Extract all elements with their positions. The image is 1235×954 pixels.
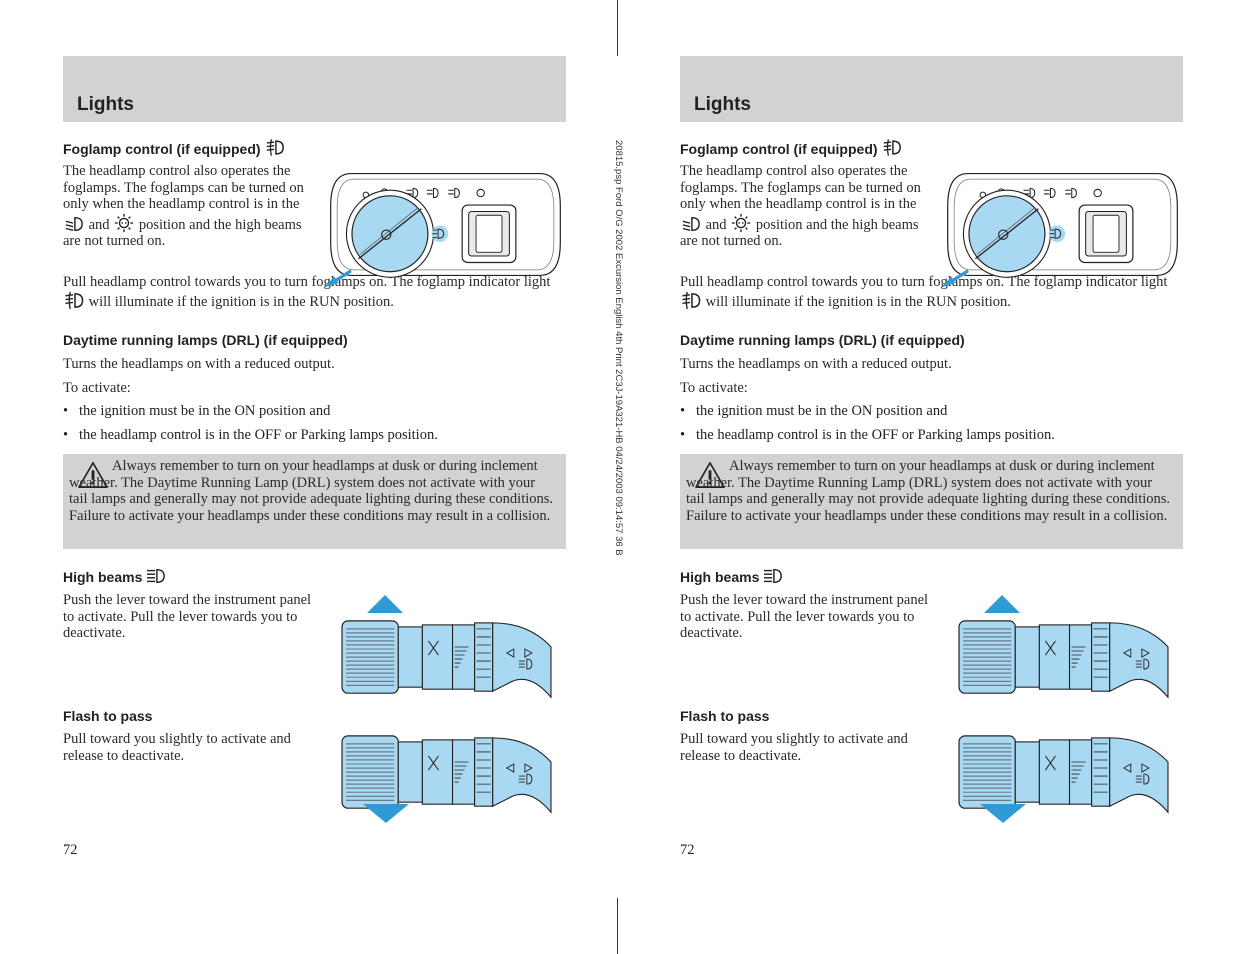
flash-text: Pull toward you slightly to activate and release to deactivate.	[680, 731, 908, 764]
crop-mark-bottom	[617, 898, 618, 954]
crop-mark-top	[617, 0, 618, 56]
foglamp-indicator-icon	[680, 291, 702, 310]
flash-heading: Flash to pass	[63, 708, 153, 724]
headlamp-on-icon	[113, 213, 135, 233]
high-beams-text: Push the lever toward the instrument panel to activate. Pull the lever towards you to deactivate.	[680, 592, 929, 641]
warning-text: Always remember to turn on your headlamps at dusk or during inclement weather. The Daytime Running Lamp (DRL) system does not activate with your tail lamps and generally may not provide adequate lighting during these conditions. Failure to activate your headlamps under these conditions may result in a collision.	[686, 458, 1171, 524]
foglamp-paragraph-2: Pull headlamp control towards you to turn foglamps on. The foglamp indicator light will illuminate if the ignition is in the RUN position.	[680, 274, 1168, 310]
foglamp-paragraph-1: The headlamp control also operates the foglamps. The foglamps can be turned on only when the headlamp control is in the and position and the high beams are not turned on.	[63, 163, 304, 249]
headlamp-switch-illustration	[325, 162, 566, 287]
high-beams-heading: High beams	[63, 567, 166, 585]
high-beams-heading: High beams	[680, 567, 783, 585]
drl-paragraph-1: Turns the headlamps on with a reduced output.	[680, 356, 952, 372]
warning-box	[680, 454, 1183, 549]
foglamp-paragraph-2: Pull headlamp control towards you to turn foglamps on. The foglamp indicator light will illuminate if the ignition is in the RUN position.	[63, 274, 551, 310]
headlamp-switch-illustration	[942, 162, 1183, 287]
drl-heading: Daytime running lamps (DRL) (if equipped)	[63, 332, 348, 348]
flash-heading: Flash to pass	[680, 708, 770, 724]
section-title: Lights	[77, 94, 134, 115]
drl-bullet-1: • the ignition must be in the ON position and	[63, 403, 331, 419]
low-beam-icon	[680, 215, 702, 233]
high-beams-text: Push the lever toward the instrument panel to activate. Pull the lever towards you to deactivate.	[63, 592, 312, 641]
push-arrow-icon	[982, 594, 1022, 614]
foglamp-indicator-icon	[63, 291, 85, 310]
page-number: 72	[680, 842, 695, 858]
page-number: 72	[63, 842, 78, 858]
drl-heading: Daytime running lamps (DRL) (if equipped)	[680, 332, 965, 348]
drl-paragraph-2: To activate:	[680, 380, 748, 396]
low-beam-icon	[63, 215, 85, 233]
foglamp-icon	[882, 138, 902, 157]
print-slug	[596, 140, 636, 610]
headlamp-on-icon	[730, 213, 752, 233]
warning-box	[63, 454, 566, 549]
drl-paragraph-2: To activate:	[63, 380, 131, 396]
high-beam-icon	[763, 567, 783, 585]
drl-bullet-2: • the headlamp control is in the OFF or Parking lamps position.	[680, 427, 1055, 443]
drl-paragraph-1: Turns the headlamps on with a reduced output.	[63, 356, 335, 372]
drl-bullet-1: • the ignition must be in the ON position and	[680, 403, 948, 419]
page-left	[63, 56, 566, 866]
section-header	[680, 56, 1183, 122]
drl-bullet-2: • the headlamp control is in the OFF or Parking lamps position.	[63, 427, 438, 443]
pull-arrow-icon	[978, 802, 1028, 824]
pull-arrow-icon	[361, 802, 411, 824]
high-beam-icon	[146, 567, 166, 585]
foglamp-heading: Foglamp control (if equipped)	[63, 138, 285, 157]
flash-text: Pull toward you slightly to activate and release to deactivate.	[63, 731, 291, 764]
foglamp-paragraph-1: The headlamp control also operates the foglamps. The foglamps can be turned on only when the headlamp control is in the and position and the high beams are not turned on.	[680, 163, 921, 249]
push-arrow-icon	[365, 594, 405, 614]
page-right	[680, 56, 1183, 866]
foglamp-icon	[265, 138, 285, 157]
warning-text: Always remember to turn on your headlamps at dusk or during inclement weather. The Daytime Running Lamp (DRL) system does not activate with your tail lamps and generally may not provide adequate lighting during these conditions. Failure to activate your headlamps under these conditions may result in a collision.	[69, 458, 554, 524]
section-title: Lights	[694, 94, 751, 115]
foglamp-heading: Foglamp control (if equipped)	[680, 138, 902, 157]
section-header	[63, 56, 566, 122]
print-slug-text: 20815.psp Ford O/G 2002 Excursion English 4th Print 2C3J-19A321-HB 04/24/2003 09:14:57 36 B	[613, 140, 624, 556]
